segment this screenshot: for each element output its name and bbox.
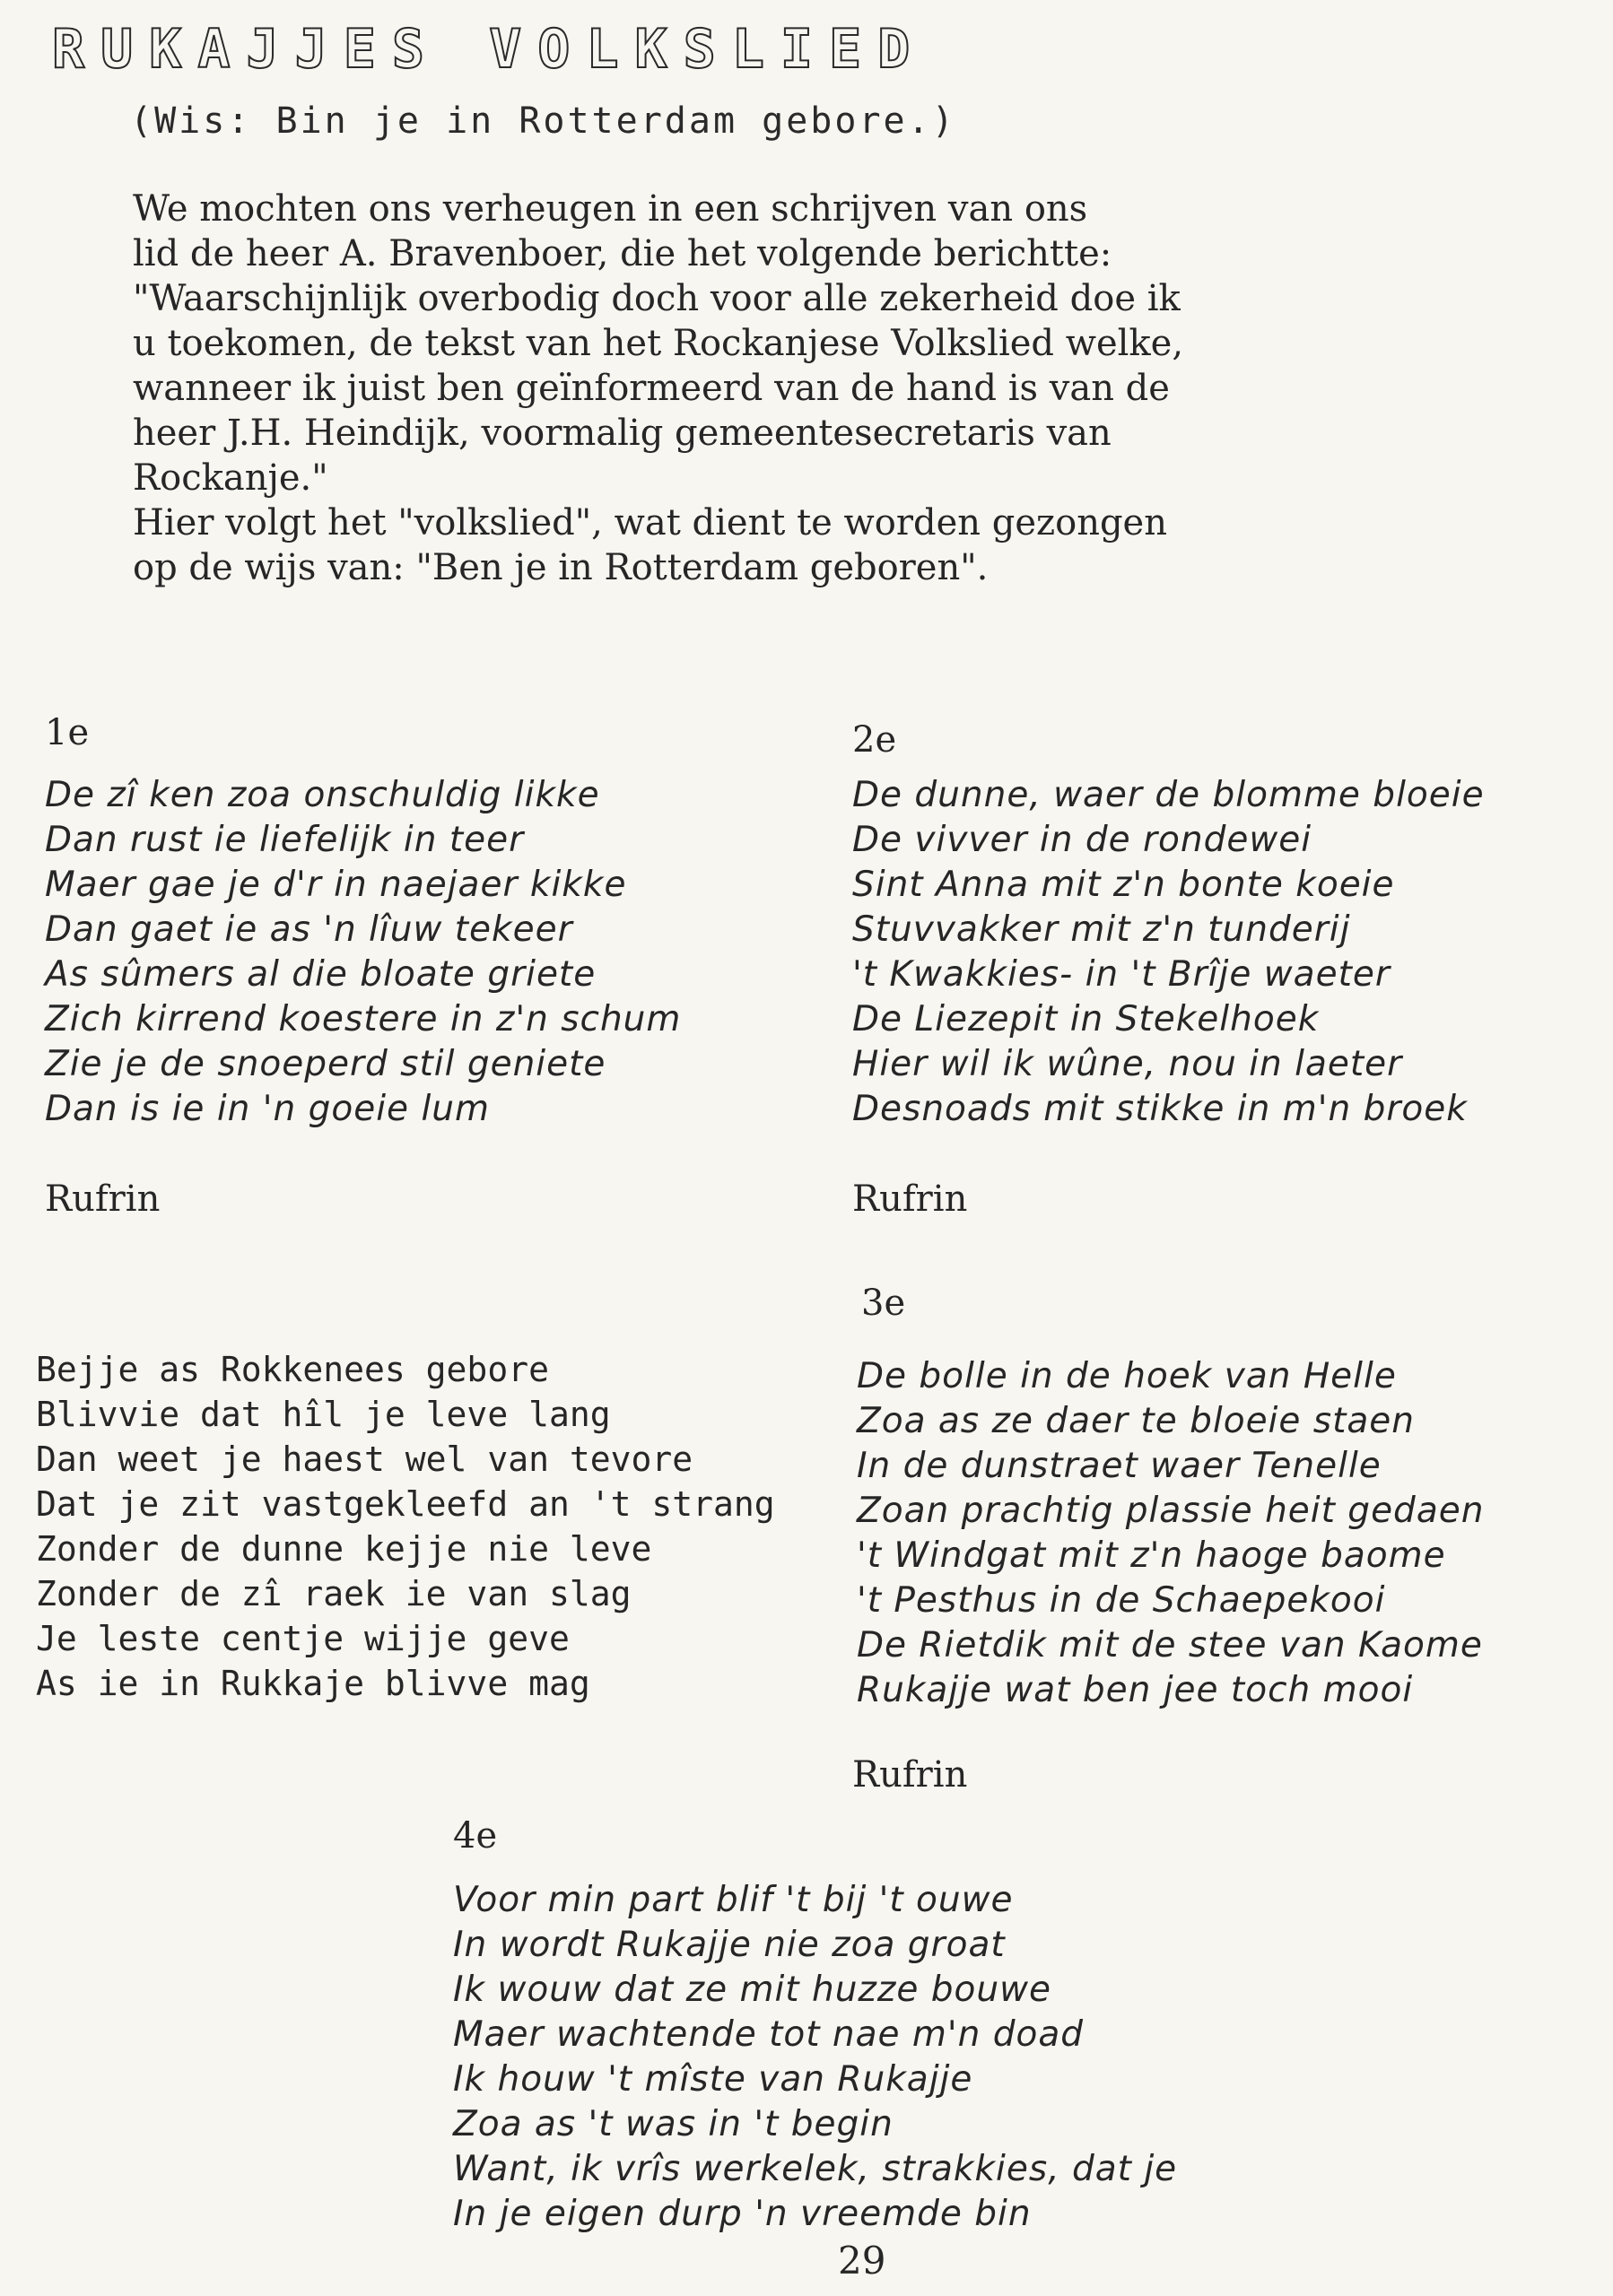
verse-line: Zie je de snoeperd stil geniete [45, 1044, 606, 1084]
stanza-3-label: 3e [861, 1283, 906, 1324]
subtitle-tune: (Wis: Bin je in Rotterdam gebore.) [130, 100, 956, 142]
verse-line: Zich kirrend koestere in z'n schum [45, 999, 682, 1039]
refrain-marker-2: Rufrin [852, 1178, 968, 1220]
verse-line: De Liezepit in Stekelhoek [852, 999, 1320, 1039]
stanza-2-lines [852, 773, 1485, 1132]
verse-line: Bejje as Rokkenees gebore [36, 1350, 549, 1389]
verse-line: 't Kwakkies- in 't Brîje waeter [852, 954, 1391, 995]
page-title: RUKAJJES VOLKSLIED [52, 18, 927, 81]
verse-line: Zonder de zî raek ie van slag [36, 1574, 632, 1613]
verse-line: Ik wouw dat ze mit huzze bouwe [453, 1970, 1051, 2010]
verse-line: Zoa as 't was in 't begin [453, 2104, 894, 2144]
verse-line: Maer wachtende tot nae m'n doad [453, 2014, 1085, 2055]
verse-line: Zoa as ze daer te bloeie staen [857, 1401, 1416, 1441]
verse-line: De Rietdik mit de stee van Kaome [857, 1625, 1483, 1665]
stanza-3-lines [857, 1354, 1484, 1713]
verse-line: As sûmers al die bloate griete [45, 954, 597, 995]
refrain-marker-3: Rufrin [852, 1754, 968, 1796]
verse-line: Zonder de dunne kejje nie leve [36, 1529, 652, 1569]
verse-line: Desnoads mit stikke in m'n broek [852, 1089, 1468, 1129]
stanza-4-lines [453, 1878, 1177, 2237]
stanza-1-label: 1e [45, 712, 90, 753]
verse-line: Rukajje wat ben jee toch mooi [857, 1670, 1414, 1710]
verse-line: Dan gaet ie as 'n lîuw tekeer [45, 909, 573, 950]
verse-line: Stuvvakker mit z'n tunderij [852, 909, 1351, 950]
verse-line: As ie in Rukkaje blivve mag [36, 1664, 590, 1703]
verse-line: Zoan prachtig plassie heit gedaen [857, 1491, 1485, 1531]
stanza-2-label: 2e [852, 719, 897, 761]
verse-line: De vivver in de rondewei [852, 820, 1312, 860]
verse-line: 't Windgat mit z'n haoge baome [857, 1535, 1446, 1576]
verse-line: Dat je zit vastgekleefd an 't strang [36, 1484, 775, 1524]
refrain-marker-1: Rufrin [45, 1178, 161, 1220]
verse-line: Want, ik vrîs werkelek, strakkies, dat je [453, 2149, 1178, 2189]
verse-line: In wordt Rukajje nie zoa groat [453, 1925, 1006, 1965]
page-number: 29 [838, 2239, 886, 2283]
verse-line: Blivvie dat hîl je leve lang [36, 1395, 611, 1434]
verse-line: In je eigen durp 'n vreemde bin [453, 2194, 1032, 2234]
refrain-lines [36, 1347, 775, 1706]
verse-line: Maer gae je d'r in naejaer kikke [45, 865, 627, 905]
verse-line: Sint Anna mit z'n bonte koeie [852, 865, 1395, 905]
verse-line: Voor min part blif 't bij 't ouwe [453, 1880, 1014, 1920]
verse-line: Hier wil ik wûne, nou in laeter [852, 1044, 1403, 1084]
stanza-4-label: 4e [453, 1815, 498, 1857]
verse-line: Ik houw 't mîste van Rukajje [453, 2059, 973, 2100]
verse-line: De bolle in de hoek van Helle [857, 1356, 1397, 1396]
intro-paragraph: We mochten ons verheugen in een schrijven van ons lid de heer A. Bravenboer, die het volgende berichtte: "Waarschijnlijk overbodig doch voor alle zekerheid doe ik u toekomen, de tekst van het Rockanjese Volkslied welke, wanneer ik juist ben geïnformeerd van de hand is van de heer J.H. Heindijk, voormalig gemeentesecretaris van Rockanje." Hier volgt het "volkslied", wat dient te worden gezongen op de wijs van: "Ben je in Rotterdam geboren". [133, 188, 1184, 588]
stanza-1-lines [45, 773, 681, 1132]
verse-line: De dunne, waer de blomme bloeie [852, 775, 1485, 815]
verse-line: Je leste centje wijje geve [36, 1619, 570, 1658]
verse-line: De zî ken zoa onschuldig likke [45, 775, 600, 815]
verse-line: In de dunstraet waer Tenelle [857, 1446, 1382, 1486]
verse-line: Dan rust ie liefelijk in teer [45, 820, 525, 860]
verse-line: Dan weet je haest wel van tevore [36, 1439, 693, 1479]
verse-line: Dan is ie in 'n goeie lum [45, 1089, 490, 1129]
verse-line: 't Pesthus in de Schaepekooi [857, 1580, 1386, 1621]
